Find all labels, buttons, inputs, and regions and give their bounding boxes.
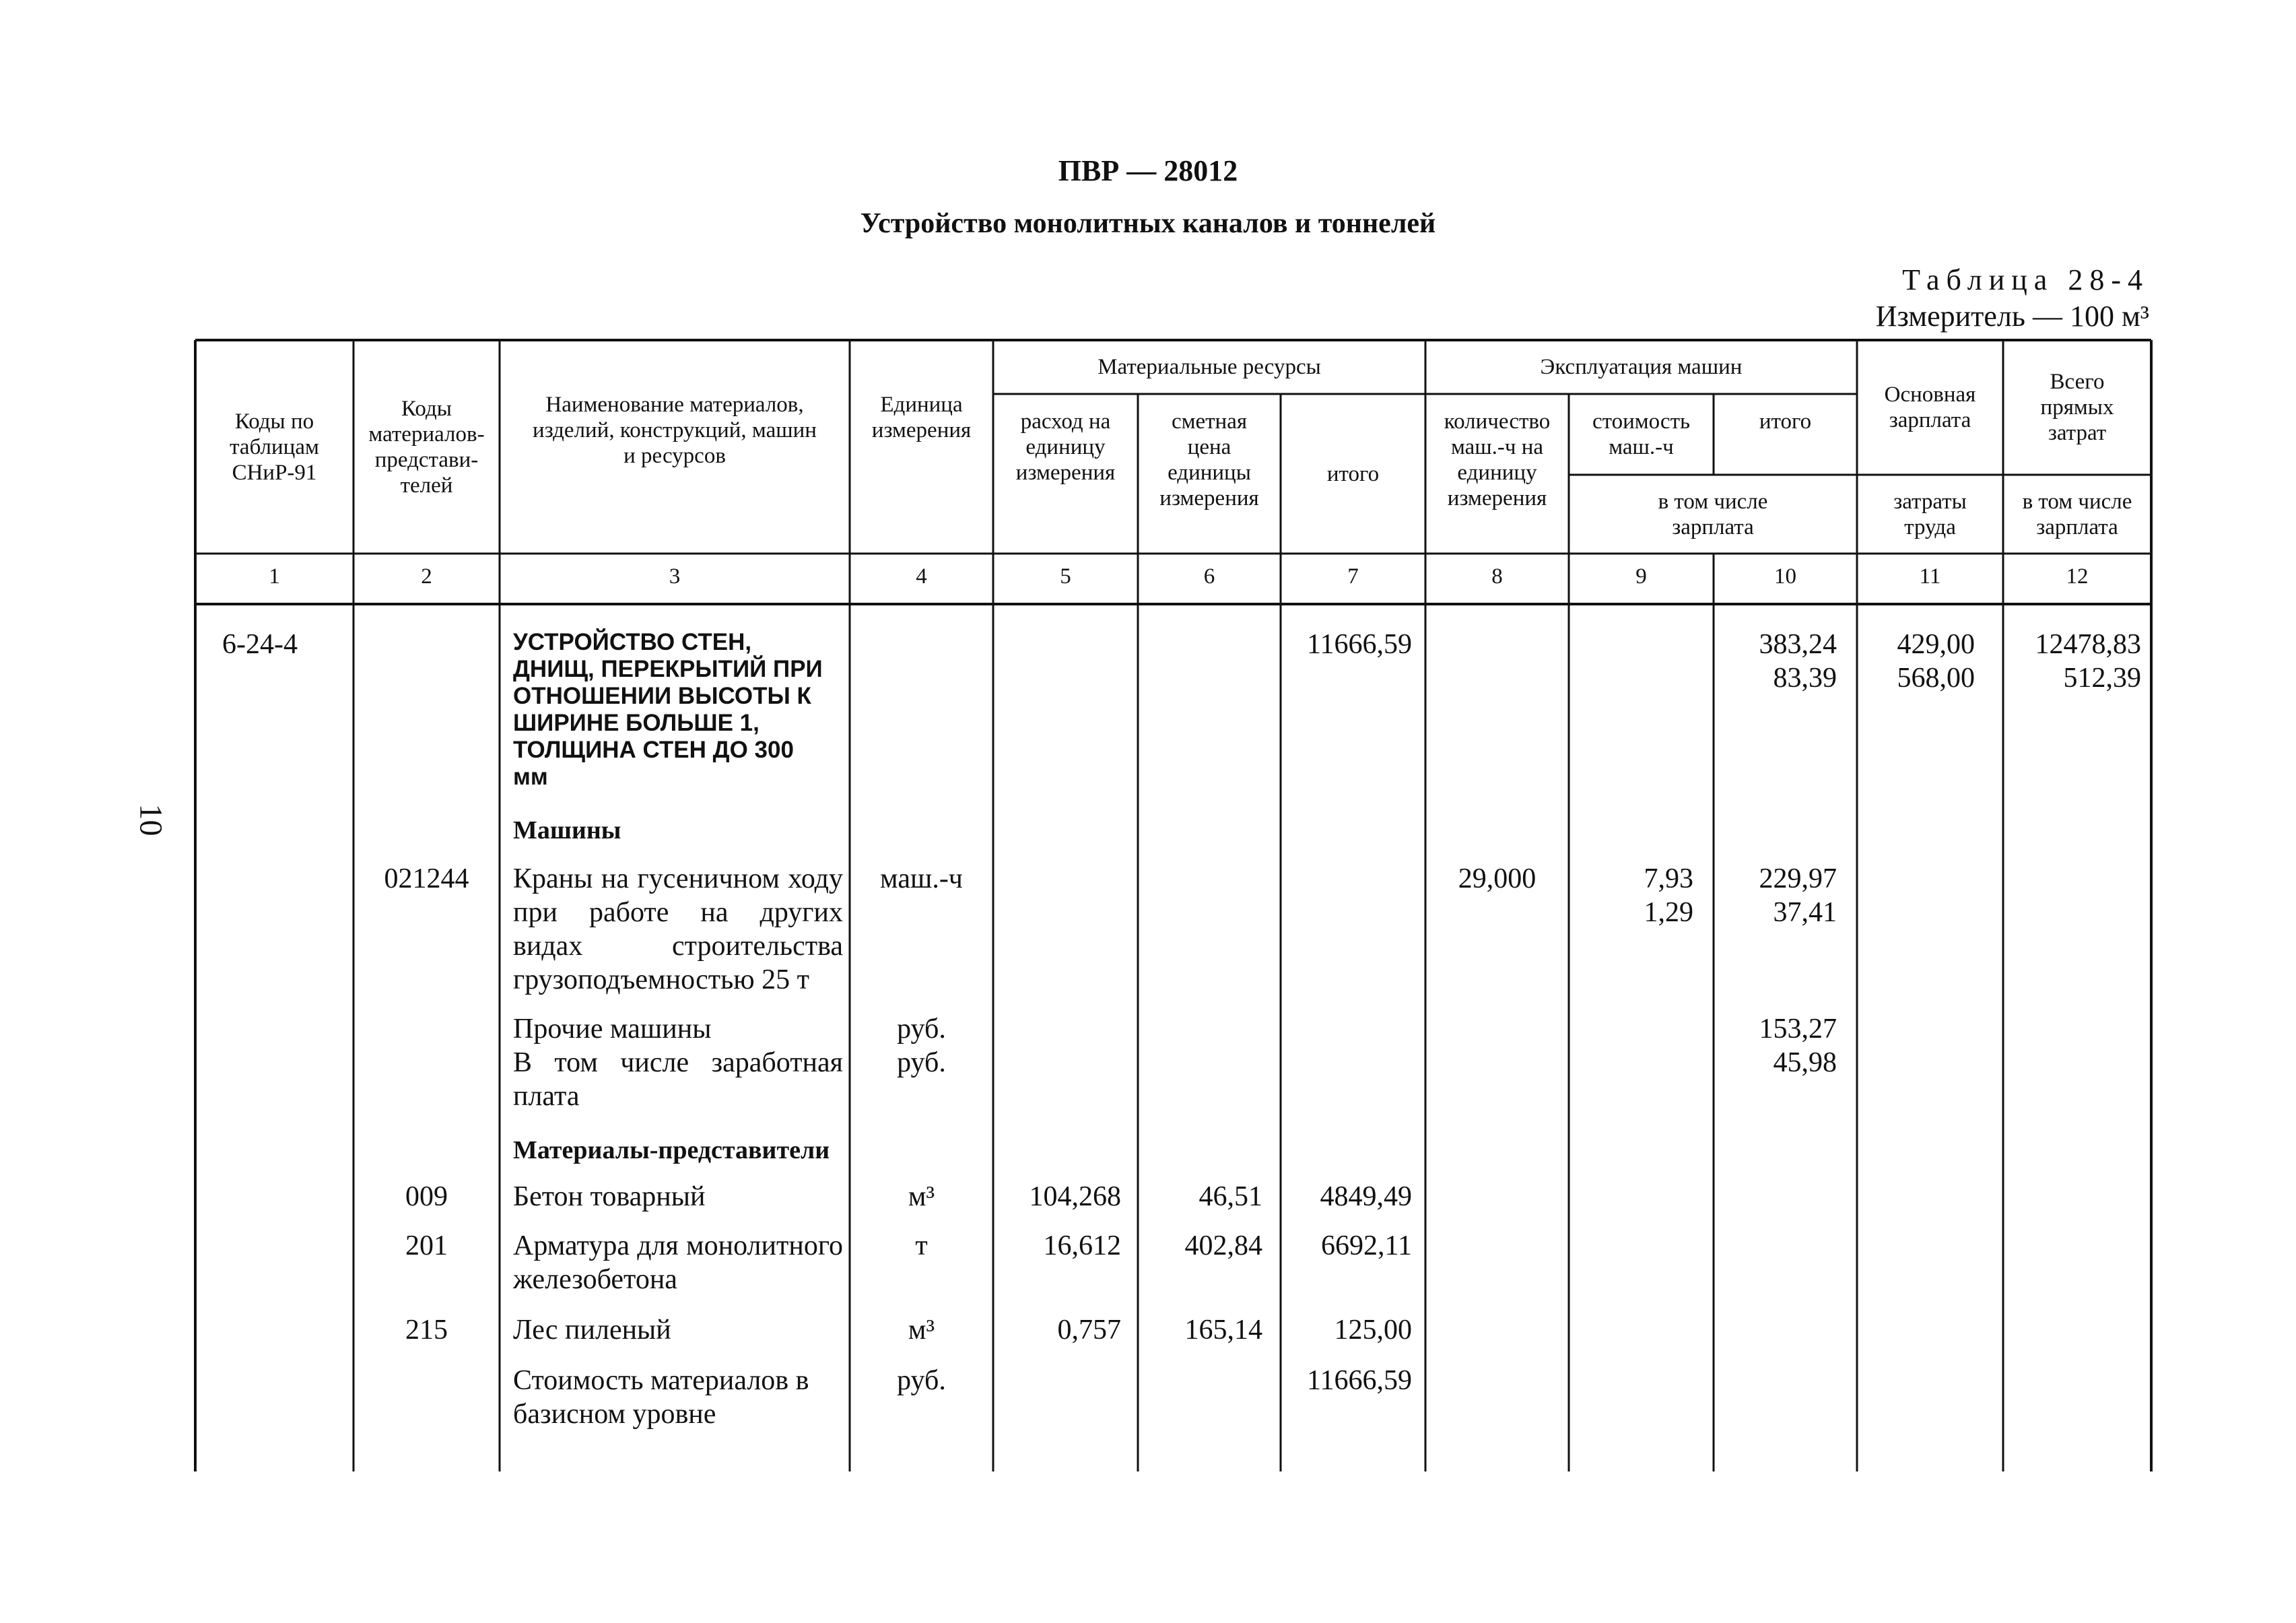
crane-c9-a: 7,93 (1644, 863, 1693, 894)
crane-c10-a: 229,97 (1759, 863, 1837, 894)
timber-c5: 0,757 (1057, 1315, 1121, 1346)
header-material-resources: Материальные ресурсы (1098, 355, 1321, 379)
col-number-7: 7 (1347, 564, 1359, 589)
rebar-code: 201 (405, 1230, 448, 1261)
header-col-7: итого (1326, 461, 1380, 486)
document-code: ПВР — 28012 (1058, 154, 1238, 187)
main-row-name: УСТРОЙСТВО СТЕН, ДНИЩ, ПЕРЕКРЫТИЙ ПРИ ОТНОШЕНИИ ВЫСОТЫ К ШИРИНЕ БОЛЬШЕ 1, ТОЛЩИНА СТЕН ДО 300 мм (513, 629, 823, 790)
materials-total-unit: руб. (897, 1365, 946, 1396)
crane-name: Краны на гусеничном ходу при работе на других видах строительства грузоподъемностью 25 т (513, 863, 843, 995)
col-number-6: 6 (1203, 564, 1215, 589)
header-col-10: итого (1759, 409, 1812, 434)
col-number-11: 11 (1919, 564, 1941, 589)
header-col-8: количество маш.-ч на единицу измерения (1444, 409, 1551, 510)
other-machines-name: Прочие машины (513, 1014, 712, 1045)
other-machines-c10-a: 153,27 (1759, 1014, 1837, 1045)
timber-name: Лес пиленый (513, 1315, 671, 1346)
main-row-c12-b: 512,39 (2063, 663, 2141, 694)
main-row-c12-a: 12478,83 (2035, 629, 2141, 660)
timber-unit: м³ (908, 1315, 935, 1346)
main-row-c11-a: 429,00 (1897, 629, 1975, 660)
header-col-6: сметная цена единицы измерения (1159, 409, 1259, 510)
section-machines: Машины (513, 816, 621, 844)
header-machine-operation: Эксплуатация машин (1540, 355, 1743, 379)
main-row-code: 6-24-4 (222, 629, 298, 660)
timber-c7: 125,00 (1334, 1315, 1412, 1346)
crane-c8: 29,000 (1458, 863, 1537, 894)
rebar-c6: 402,84 (1184, 1230, 1262, 1261)
col-number-1: 1 (269, 564, 280, 589)
rebar-c7: 6692,11 (1321, 1230, 1412, 1261)
materials-total-c7: 11666,59 (1307, 1365, 1412, 1396)
concrete-c5: 104,268 (1029, 1181, 1121, 1212)
other-machines-wage-unit: руб. (897, 1047, 946, 1078)
header-col-1: Коды по таблицам СНиР-91 (230, 409, 319, 485)
crane-c10-b: 37,41 (1773, 897, 1837, 928)
concrete-unit: м³ (908, 1181, 935, 1212)
other-machines-unit: руб. (897, 1014, 946, 1045)
rebar-c5: 16,612 (1043, 1230, 1121, 1261)
table-number: Таблица 28-4 (1902, 263, 2149, 296)
header-col-4: Единица измерения (871, 393, 972, 442)
header-col-2: Коды материалов-представи-телей (368, 396, 485, 498)
col-number-12: 12 (2066, 564, 2089, 589)
crane-unit: маш.-ч (880, 863, 963, 894)
other-machines-c10-b: 45,98 (1773, 1047, 1837, 1078)
rebar-name: Арматура для монолитного железобетона (513, 1230, 843, 1295)
header-col-9-10-sub: в том числе зарплата (1658, 489, 1768, 539)
document-subtitle: Устройство монолитных каналов и тоннелей (860, 208, 1436, 239)
concrete-c7: 4849,49 (1320, 1181, 1412, 1212)
main-row-c10-a: 383,24 (1759, 629, 1837, 660)
col-number-5: 5 (1060, 564, 1071, 589)
col-number-9: 9 (1635, 564, 1647, 589)
crane-c9-b: 1,29 (1644, 897, 1693, 928)
crane-code: 021244 (384, 863, 469, 894)
main-row-c11-b: 568,00 (1897, 663, 1975, 694)
concrete-name: Бетон товарный (513, 1181, 706, 1212)
timber-c6: 165,14 (1184, 1315, 1262, 1346)
header-col-3: Наименование материалов, изделий, конструкций, машин и ресурсов (533, 393, 817, 468)
header-col-11: Основная зарплата (1884, 383, 1976, 432)
main-row-c10-b: 83,39 (1773, 663, 1837, 694)
col-number-4: 4 (916, 564, 927, 589)
col-number-3: 3 (669, 564, 681, 589)
header-col-9: стоимость маш.-ч (1592, 409, 1691, 459)
header-col-12: Всего прямых затрат (2040, 370, 2114, 445)
rebar-unit: т (915, 1230, 928, 1261)
col-number-8: 8 (1491, 564, 1503, 589)
concrete-c6: 46,51 (1198, 1181, 1262, 1212)
col-number-10: 10 (1774, 564, 1796, 589)
header-col-11-sub: затраты труда (1893, 489, 1967, 539)
concrete-code: 009 (405, 1181, 448, 1212)
table-measure: Измеритель — 100 м³ (1875, 300, 2149, 333)
col-number-2: 2 (421, 564, 432, 589)
timber-code: 215 (405, 1315, 448, 1346)
materials-total-name: Стоимость материалов в базисном уровне (513, 1365, 809, 1430)
page-number: 10 (133, 803, 169, 836)
main-row-c7: 11666,59 (1307, 629, 1412, 660)
other-machines-wage-name: В том числе заработная плата (513, 1047, 843, 1112)
header-col-5: расход на единицу измерения (1015, 409, 1116, 485)
header-col-12-sub: в том числе зарплата (2022, 489, 2132, 539)
section-materials: Материалы-представители (513, 1136, 830, 1164)
